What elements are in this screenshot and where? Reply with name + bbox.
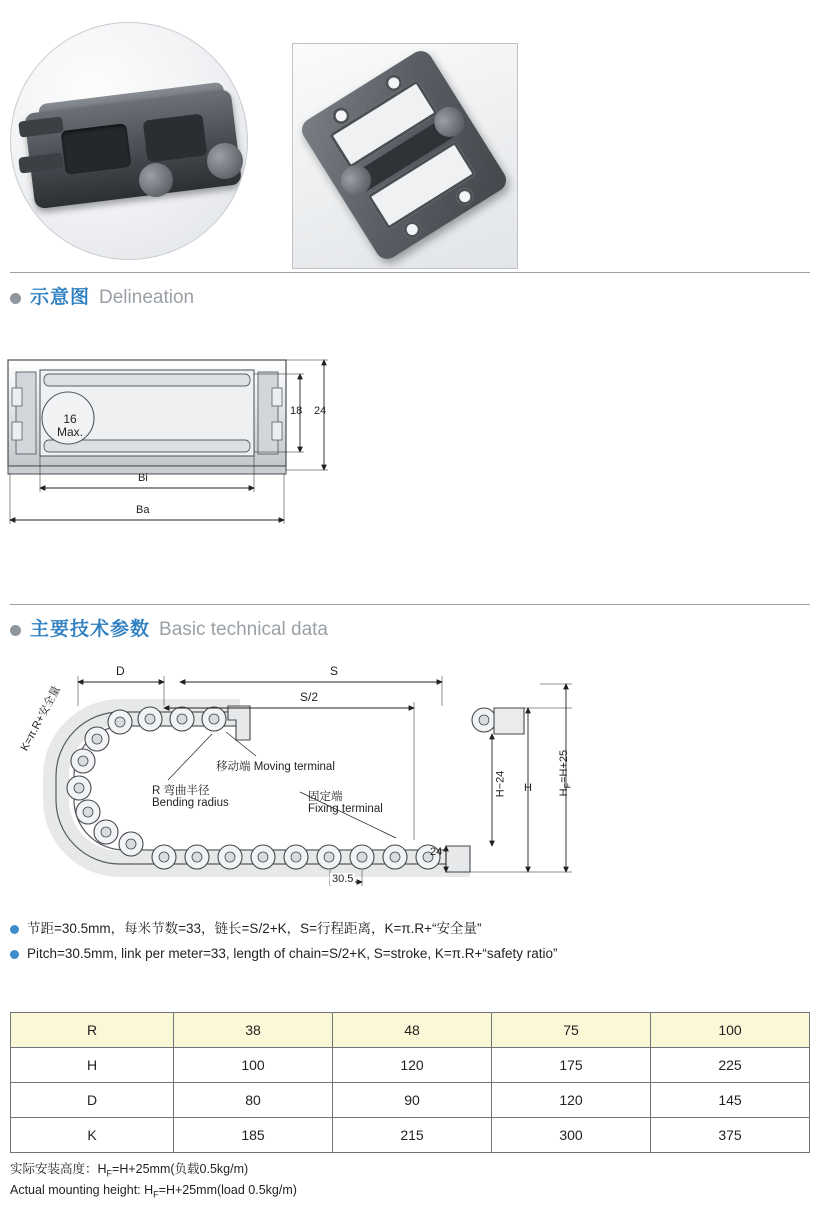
chain-slot-b bbox=[143, 114, 208, 163]
bullet-icon bbox=[10, 293, 21, 304]
label-s-half: S/2 bbox=[300, 690, 319, 704]
photo-chain-link-angled bbox=[292, 43, 518, 269]
table-row bbox=[11, 1013, 810, 1048]
chain-slot-a bbox=[61, 123, 132, 175]
bullet-icon bbox=[10, 950, 19, 959]
footer-en-pre: Actual mounting height: H bbox=[10, 1183, 154, 1197]
note-item bbox=[10, 920, 810, 938]
label-h-minus-24: H−24 bbox=[494, 770, 507, 798]
dim-inner-height: 18 bbox=[290, 405, 303, 417]
label-bending-cn: R 弯曲半径 bbox=[152, 785, 210, 797]
label-h: H bbox=[524, 782, 532, 794]
cell: 375 bbox=[651, 1118, 810, 1153]
label-moving-terminal bbox=[216, 758, 335, 774]
label-bending-en: Bending radius bbox=[152, 797, 229, 809]
note-en: Pitch=30.5mm, link per meter=33, length of chain=S/2+K, S=stroke, K=π.R+“safety ratio” bbox=[27, 946, 558, 962]
label-k-formula: K=π.R+安全量 bbox=[18, 684, 63, 754]
photo-chain-link-closeup bbox=[10, 22, 248, 260]
section-title-cn: 示意图 bbox=[30, 287, 91, 308]
table-row bbox=[11, 1118, 810, 1153]
label-fixing-cn: 固定端 bbox=[308, 791, 343, 803]
label-height-24: 24 bbox=[430, 846, 443, 858]
technical-svg bbox=[0, 660, 640, 910]
label-hf-formula: $H_F=H+25$ bbox=[558, 749, 573, 797]
row-header: D bbox=[11, 1083, 174, 1118]
cell: 90 bbox=[333, 1083, 492, 1118]
cell: 185 bbox=[174, 1118, 333, 1153]
section-tech-header bbox=[10, 604, 810, 641]
cell: 300 bbox=[492, 1118, 651, 1153]
section-title-en: Delineation bbox=[99, 287, 195, 308]
cell: 38 bbox=[174, 1013, 333, 1048]
table-row bbox=[11, 1083, 810, 1118]
footer-notes bbox=[10, 1160, 810, 1202]
cell: 145 bbox=[651, 1083, 810, 1118]
moving-terminal-cn: 移动端 bbox=[216, 761, 251, 773]
cell: 120 bbox=[492, 1083, 651, 1118]
bullet-icon bbox=[10, 625, 21, 636]
footer-en bbox=[10, 1181, 810, 1202]
technical-drawing bbox=[0, 660, 640, 910]
moving-terminal-en: Moving terminal bbox=[253, 761, 335, 773]
label-d: D bbox=[116, 664, 125, 678]
row-header: H bbox=[11, 1048, 174, 1083]
section-title-en: Basic technical data bbox=[159, 619, 329, 640]
dim-outer-width: Ba bbox=[136, 504, 150, 516]
row-header: K bbox=[11, 1118, 174, 1153]
section-title-cn: 主要技术参数 bbox=[30, 619, 151, 640]
product-photos bbox=[0, 10, 820, 270]
cell: 120 bbox=[333, 1048, 492, 1083]
spec-table bbox=[10, 1012, 810, 1153]
footer-cn-sub: F bbox=[106, 1168, 113, 1179]
ball-label-2: Max. bbox=[56, 425, 83, 439]
footer-en-sub: F bbox=[153, 1189, 159, 1200]
bullet-icon bbox=[10, 925, 19, 934]
footer-en-post: =H+25mm(load 0.5kg/m) bbox=[158, 1183, 297, 1197]
label-s: S bbox=[330, 664, 339, 678]
note-item bbox=[10, 945, 810, 963]
table-row bbox=[11, 1048, 810, 1083]
cell: 215 bbox=[333, 1118, 492, 1153]
ball-label-1: 16 bbox=[63, 412, 77, 426]
cell: 80 bbox=[174, 1083, 333, 1118]
cell: 225 bbox=[651, 1048, 810, 1083]
cell: 75 bbox=[492, 1013, 651, 1048]
label-pitch-dim: 30.5 bbox=[332, 873, 354, 885]
cell: 100 bbox=[651, 1013, 810, 1048]
note-cn: 节距=30.5mm，每米节数=33，链长=S/2+K，S=行程距离，K=π.R+“安全量” bbox=[27, 921, 482, 936]
footer-cn-pre: 实际安装高度：H bbox=[10, 1162, 107, 1176]
delineation-drawing bbox=[0, 330, 360, 540]
footer-cn bbox=[10, 1160, 810, 1181]
dim-outer-height: 24 bbox=[314, 405, 327, 417]
cell: 48 bbox=[333, 1013, 492, 1048]
dim-inner-width: Bi bbox=[138, 472, 148, 484]
label-fixing-en: Fixing terminal bbox=[308, 803, 383, 815]
row-header: R bbox=[11, 1013, 174, 1048]
section-delineation-header bbox=[10, 272, 810, 309]
notes-list bbox=[10, 920, 810, 970]
cell: 175 bbox=[492, 1048, 651, 1083]
chain-link-assembly bbox=[297, 47, 510, 264]
footer-cn-post: =H+25mm(负载0.5kg/m) bbox=[112, 1162, 249, 1176]
cell: 100 bbox=[174, 1048, 333, 1083]
